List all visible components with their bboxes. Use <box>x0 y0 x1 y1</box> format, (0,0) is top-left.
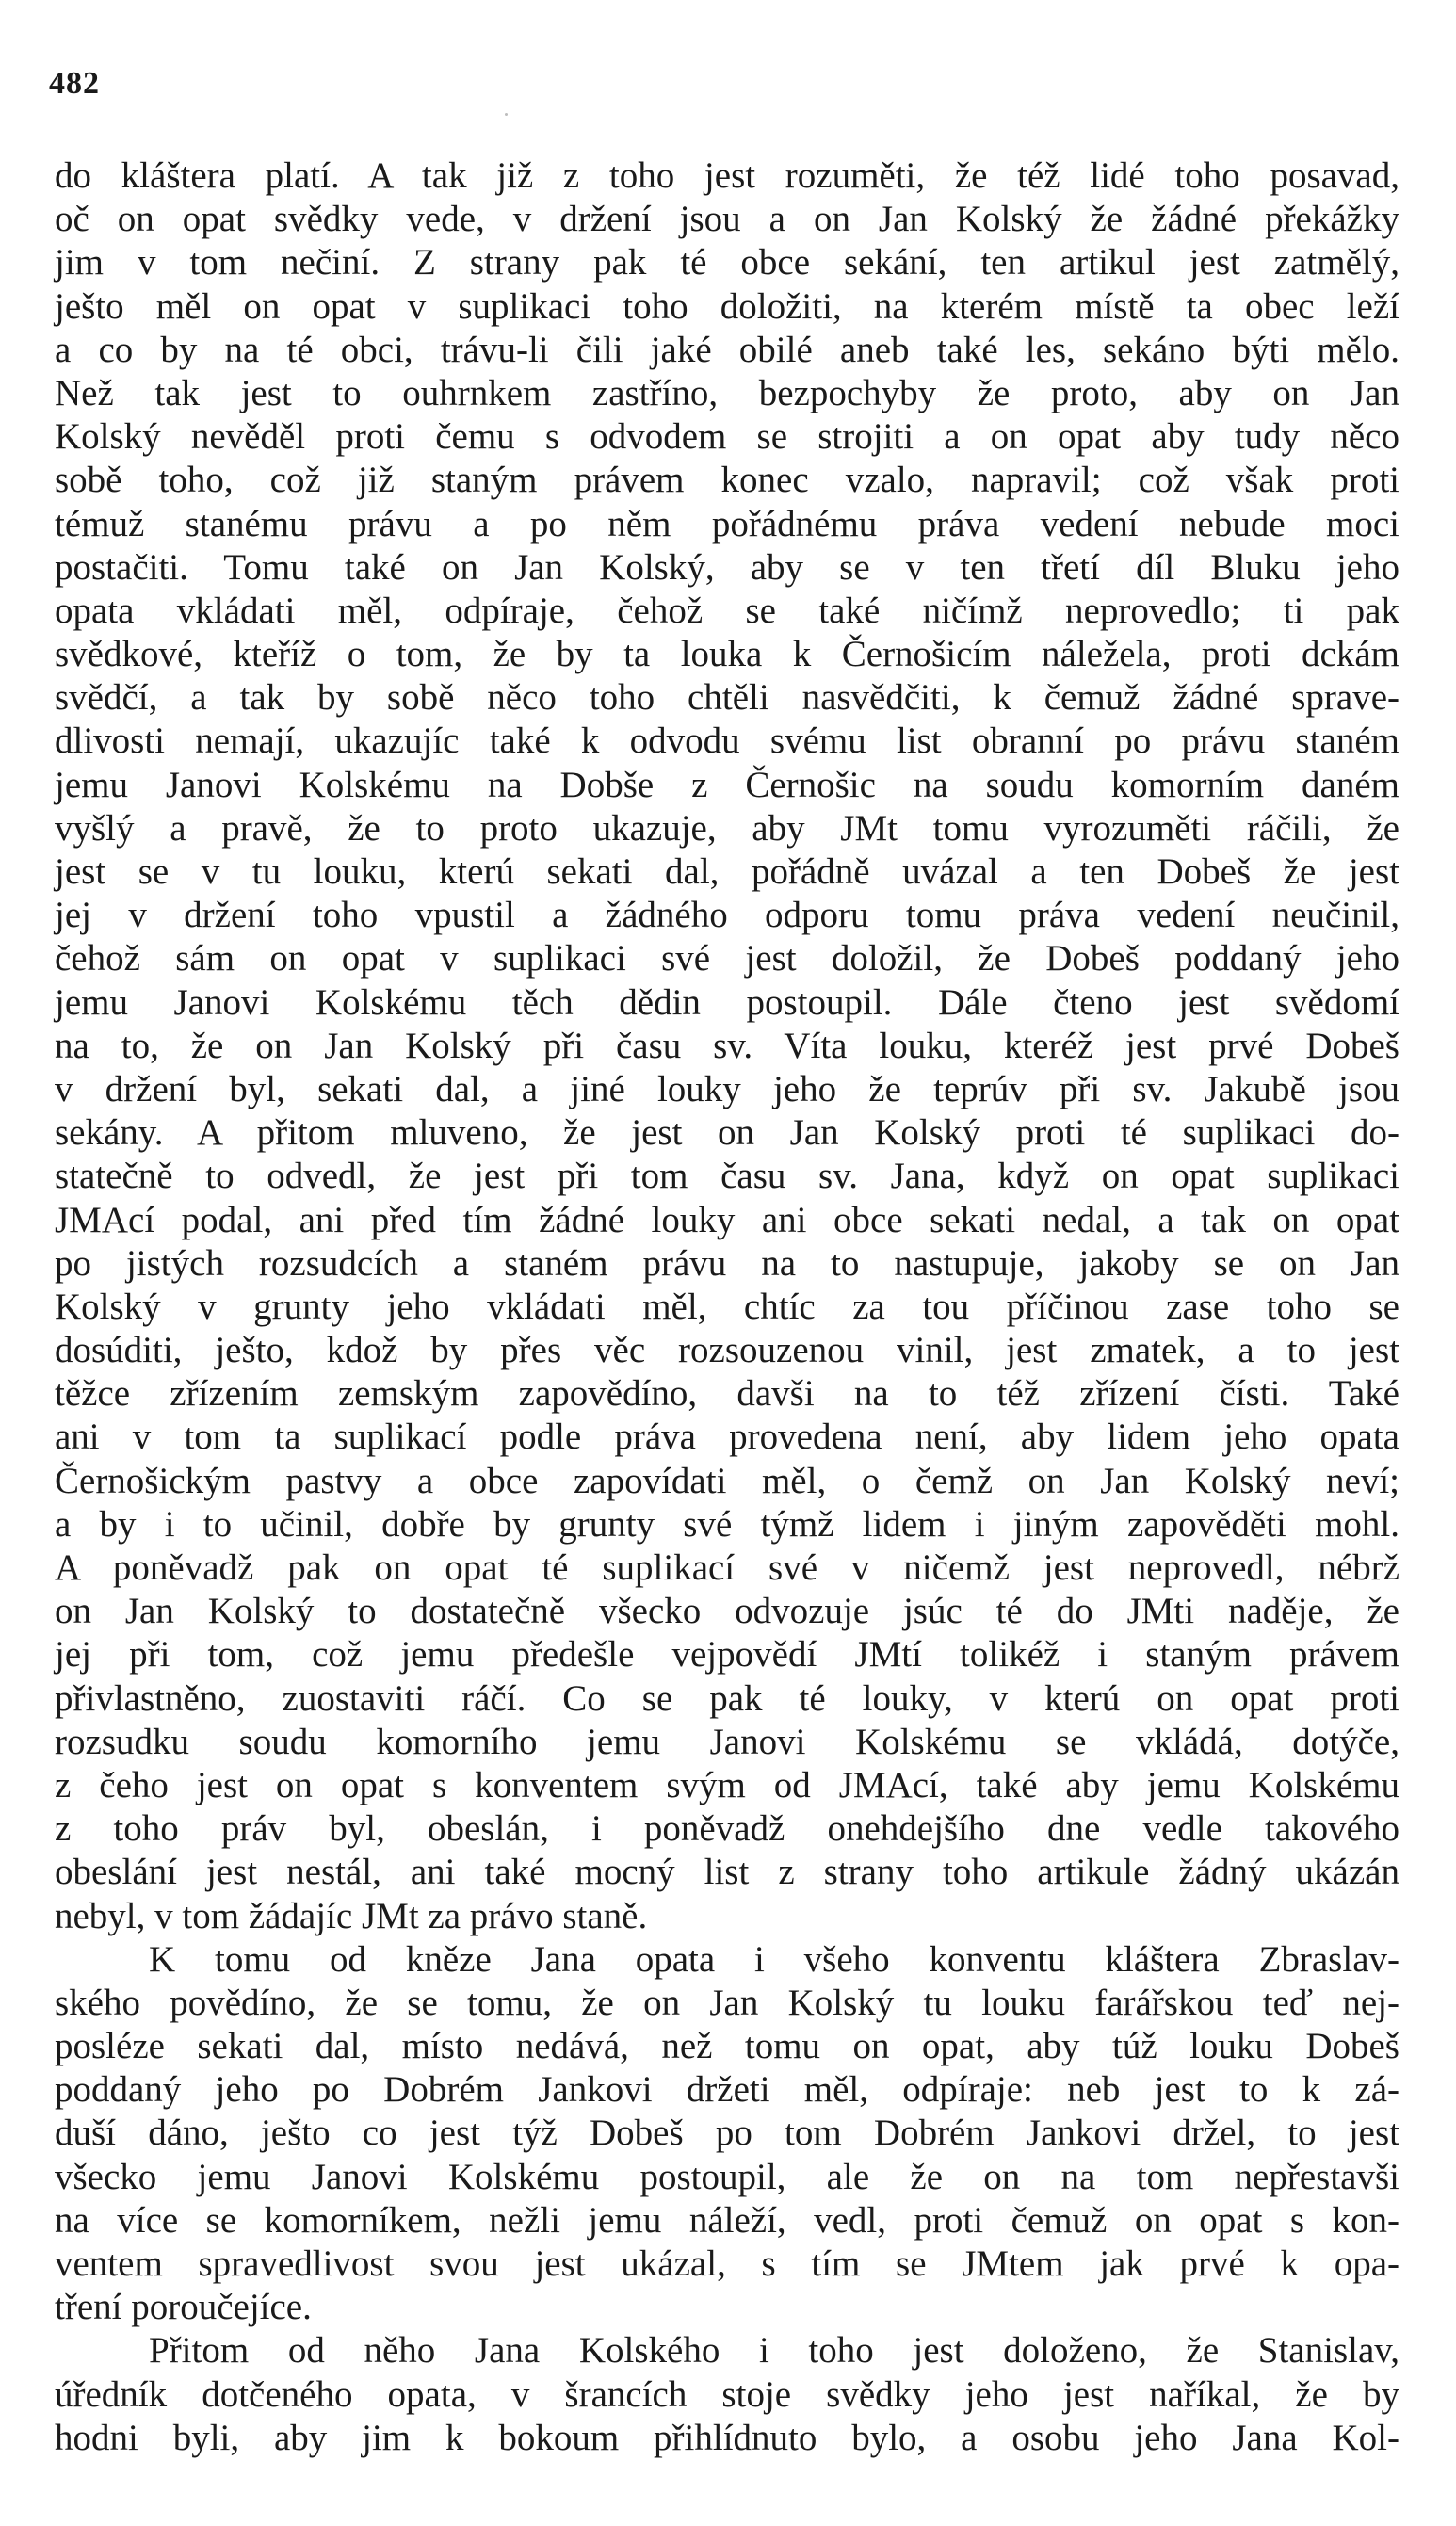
text-line: úředník dotčeného opata, v šrancích stoje svědky jeho jest naříkal, že by <box>55 2373 1399 2415</box>
text-line: z toho práv byl, obeslán, i poněvadž onehdejšího dne vedle takového <box>55 1808 1399 1850</box>
text-line: ventem spravedlivost svou jest ukázal, s tím se JMtem jak prvé k opa- <box>55 2243 1399 2284</box>
text-line: ješto měl on opat v suplikaci toho doložiti, na kterém místě ta obec leží <box>55 285 1399 327</box>
text-line: po jistých rozsudcích a staném právu na to nastupuje, jakoby se on Jan <box>55 1242 1399 1284</box>
text-line: témuž stanému právu a po něm pořádnému práva vedení nebude moci <box>55 503 1399 544</box>
text-line: jej v držení toho vpustil a žádného odporu tomu práva vedení neučinil, <box>55 895 1399 936</box>
text-line: opata vkládati měl, odpíraje, čehož se také ničímž neprovedlo; ti pak <box>55 590 1399 631</box>
text-line: dosúditi, ješto, kdož by přes věc rozsouzenou vinil, jest zmatek, a to jest <box>55 1330 1399 1371</box>
text-line: jim v tom nečiní. Z strany pak té obce sekání, ten artikul jest zatmělý, <box>55 242 1399 283</box>
text-line: vyšlý a pravě, že to proto ukazuje, aby JMt tomu vyrozuměti ráčili, že <box>55 807 1399 849</box>
text-line: poddaný jeho po Dobrém Jankovi držeti měl, odpíraje: neb jest to k zá- <box>55 2069 1399 2111</box>
text-line: v držení byl, sekati dal, a jiné louky jeho že teprúv při sv. Jakubě jsou <box>55 1068 1399 1109</box>
text-line: obeslání jest nestál, ani také mocný list z strany toho artikule žádný ukázán <box>55 1852 1399 1893</box>
scan-speck <box>505 113 508 116</box>
text-line: tření poroučejíce. <box>55 2287 312 2328</box>
text-line: Kolský v grunty jeho vkládati měl, chtíc za tou příčinou zase toho se <box>55 1286 1399 1327</box>
text-line: posléze sekati dal, místo nedává, než tomu on opat, aby túž louku Dobeš <box>55 2026 1399 2067</box>
text-line: ani v tom ta suplikací podle práva provedena není, aby lidem jeho opata <box>55 1417 1399 1458</box>
text-line: svědkové, kteříž o tom, že by ta louka k Černošicím náležela, proti dckám <box>55 634 1399 675</box>
text-line: Černošickým pastvy a obce zapovídati měl, o čemž on Jan Kolský neví; <box>55 1460 1399 1501</box>
text-line: statečně to odvedl, že jest při tom času sv. Jana, když on opat suplikaci <box>55 1156 1399 1197</box>
text-line: duší dáno, ješto co jest týž Dobeš po tom Dobrém Jankovi držel, to jest <box>55 2113 1399 2154</box>
page-number: 482 <box>49 66 100 101</box>
text-line: jej při tom, což jemu předešle vejpovědí JMtí tolikéž i staným právem <box>55 1634 1399 1676</box>
text-line: Než tak jest to ouhrnkem zastříno, bezpochyby že proto, aby on Jan <box>55 372 1399 413</box>
text-line: Kolský nevěděl proti čemu s odvodem se strojiti a on opat aby tudy něco <box>55 416 1399 458</box>
text-line: čehož sám on opat v suplikaci své jest doložil, že Dobeš poddaný jeho <box>55 938 1399 980</box>
text-line: K tomu od kněze Jana opata i všeho konventu kláštera Zbraslav- <box>149 1938 1399 1980</box>
text-line: do kláštera platí. A tak již z toho jest rozuměti, že též lidé toho posavad, <box>55 155 1399 196</box>
text-line: Přitom od něho Jana Kolského i toho jest doloženo, že Stanislav, <box>149 2330 1399 2372</box>
text-line: A poněvadž pak on opat té suplikací své v ničemž jest neprovedl, nébrž <box>55 1547 1399 1588</box>
text-line: rozsudku soudu komorního jemu Janovi Kolskému se vkládá, dotýče, <box>55 1721 1399 1762</box>
text-line: jemu Janovi Kolskému těch dědin postoupil. Dále čteno jest svědomí <box>55 981 1399 1023</box>
text-line: jemu Janovi Kolskému na Dobše z Černošic na soudu komorním daném <box>55 764 1399 805</box>
text-line: ského povědíno, že se tomu, že on Jan Kolský tu louku farářskou teď nej- <box>55 1982 1399 2023</box>
text-line: on Jan Kolský to dostatečně všecko odvozuje jsúc té do JMti naděje, že <box>55 1591 1399 1632</box>
text-line: těžce zřízením zemským zapovědíno, davši na to též zřízení čísti. Také <box>55 1373 1399 1415</box>
body-text <box>55 154 1399 2460</box>
text-line: sobě toho, což již staným právem konec vzalo, napravil; což však proti <box>55 460 1399 501</box>
text-line: dlivosti nemají, ukazujíc také k odvodu svému list obranní po právu staném <box>55 721 1399 762</box>
text-line: z čeho jest on opat s konventem svým od JMAcí, také aby jemu Kolskému <box>55 1764 1399 1805</box>
text-line: JMAcí podal, ani před tím žádné louky ani obce sekati nedal, a tak on opat <box>55 1199 1399 1240</box>
text-line: přivlastněno, zuostaviti ráčí. Co se pak té louky, v kterú on opat proti <box>55 1677 1399 1719</box>
text-line: postačiti. Tomu také on Jan Kolský, aby se v ten třetí díl Bluku jeho <box>55 546 1399 588</box>
text-line: hodni byli, aby jim k bokoum přihlídnuto bylo, a osobu jeho Jana Kol- <box>55 2417 1399 2458</box>
text-line: na více se komorníkem, nežli jemu náleží, vedl, proti čemuž on opat s kon- <box>55 2199 1399 2241</box>
text-line: nebyl, v tom žádajíc JMt za právo staně. <box>55 1895 648 1936</box>
text-line: a by i to učinil, dobře by grunty své týmž lidem i jiným zapověděti mohl. <box>55 1503 1399 1545</box>
text-line: sekány. A přitom mluveno, že jest on Jan Kolský proti té suplikaci do- <box>55 1112 1399 1154</box>
text-line: všecko jemu Janovi Kolskému postoupil, ale že on na tom nepřestavši <box>55 2156 1399 2197</box>
text-line: jest se v tu louku, kterú sekati dal, pořádně uvázal a ten Dobeš že jest <box>55 851 1399 892</box>
text-line: a co by na té obci, trávu-li čili jaké obilé aneb také les, sekáno býti mělo. <box>55 329 1399 370</box>
text-line: oč on opat svědky vede, v držení jsou a on Jan Kolský že žádné překážky <box>55 199 1399 240</box>
text-line: na to, že on Jan Kolský při času sv. Víta louku, kteréž jest prvé Dobeš <box>55 1025 1399 1066</box>
text-line: svědčí, a tak by sobě něco toho chtěli nasvědčiti, k čemuž žádné sprave- <box>55 677 1399 719</box>
